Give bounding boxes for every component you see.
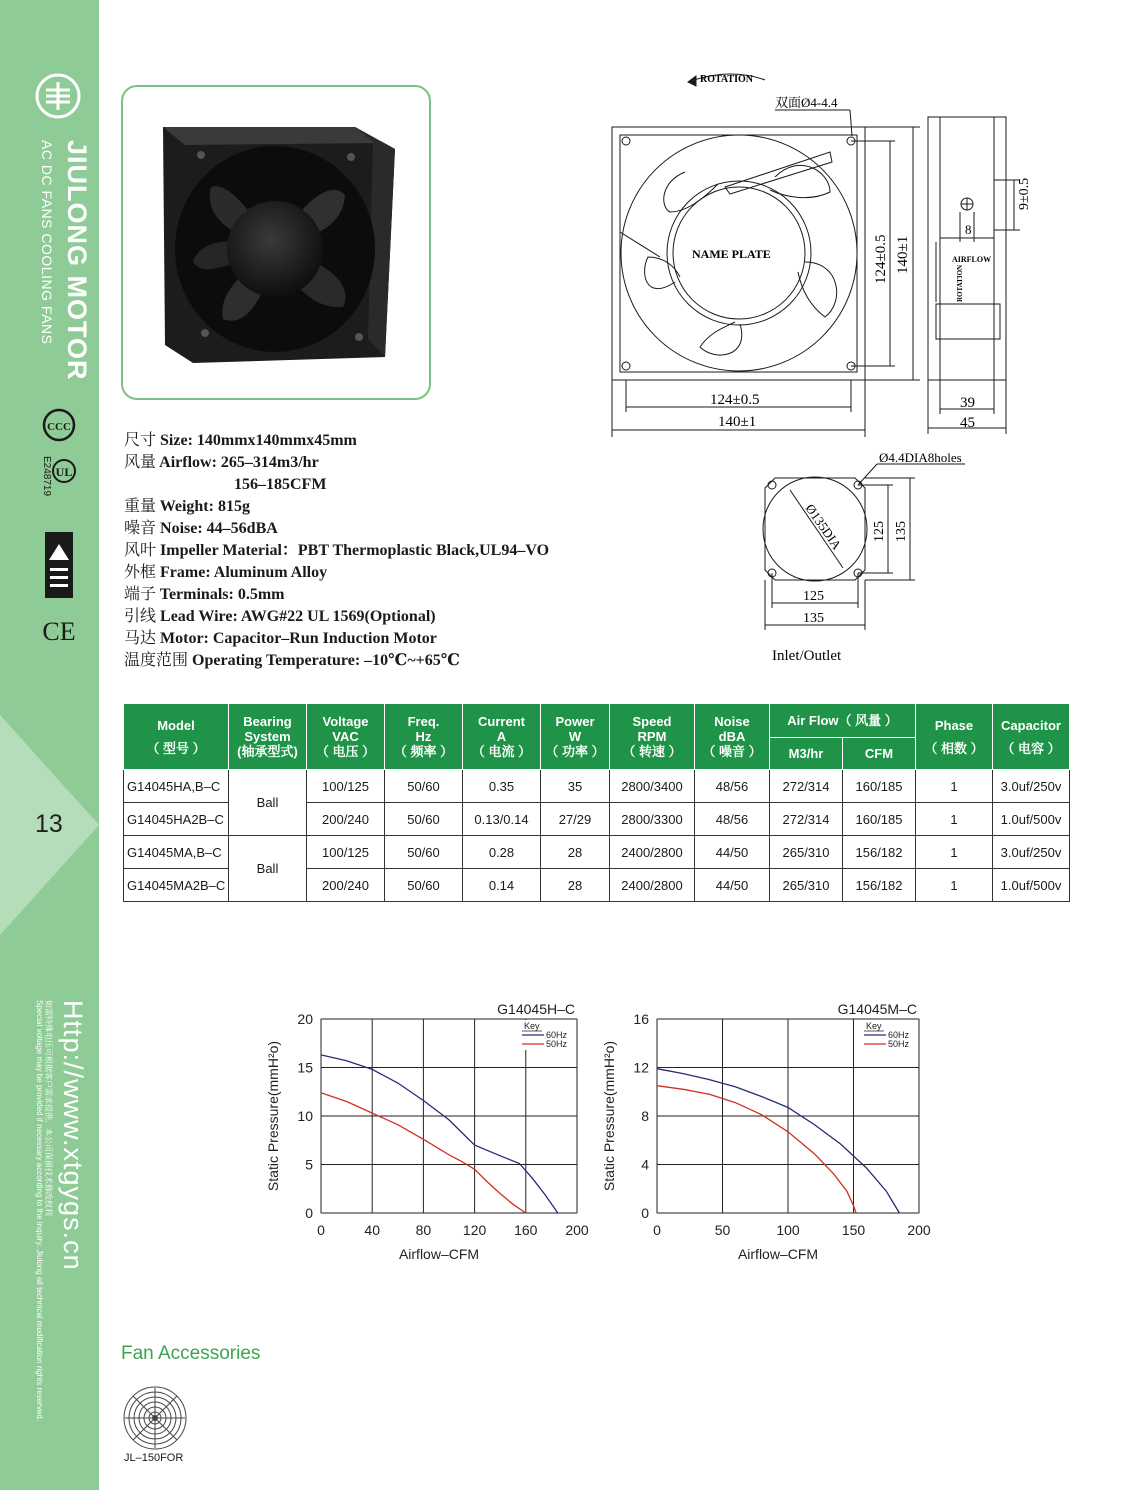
x-tick-label: 200 — [907, 1222, 931, 1238]
cell-noise: 44/50 — [695, 836, 770, 869]
cell-capacitor: 3.0uf/250v — [993, 836, 1070, 869]
fan-guard-icon[interactable] — [122, 1385, 188, 1451]
model-spec-table — [123, 703, 1070, 902]
dim-140-vertical: 140±1 — [895, 235, 911, 274]
header-model: Model （ 型号 ） — [124, 704, 229, 770]
cell-phase: 1 — [916, 869, 993, 902]
spec-label-cn: 风叶 — [124, 542, 157, 559]
cell-noise: 44/50 — [695, 869, 770, 902]
spec-label-cn: 温度范围 — [124, 652, 189, 669]
cell-power: 35 — [541, 770, 610, 803]
cell-model: G14045MA2B–C — [124, 869, 229, 902]
y-tick-label: 20 — [297, 1011, 313, 1027]
header-freq: Freq. Hz （ 频率 ） — [385, 704, 463, 770]
rotation-small-label: ROTATION — [956, 264, 964, 302]
dim-9-vertical: 9±0.5 — [1017, 177, 1032, 210]
cell-speed: 2400/2800 — [610, 836, 695, 869]
cell-current: 0.14 — [463, 869, 541, 902]
spec-value: Noise: 44–56dBA — [160, 520, 278, 537]
cell-power: 28 — [541, 836, 610, 869]
x-tick-label: 200 — [565, 1222, 589, 1238]
header-power: Power W （ 功率 ） — [541, 704, 610, 770]
header-phase: Phase （ 相数 ） — [916, 704, 993, 770]
spec-row — [124, 518, 549, 540]
dim-124-vertical: 124±0.5 — [873, 234, 889, 284]
table-row — [124, 770, 1070, 803]
chart-title: G14045M–C — [837, 1001, 917, 1017]
y-tick-label: 12 — [633, 1059, 649, 1076]
cell-cfm: 160/185 — [843, 770, 916, 803]
cell-speed: 2800/3300 — [610, 803, 695, 836]
spec-row — [124, 650, 549, 672]
y-tick-label: 0 — [641, 1205, 649, 1221]
x-axis-label: Airflow–CFM — [398, 1246, 480, 1262]
tuv-cert-icon — [42, 530, 76, 600]
cell-cfm: 156/182 — [843, 869, 916, 902]
ul-cert-code: E248719 — [41, 456, 52, 497]
website-url[interactable]: Http://www.xtgygs.cn — [58, 1000, 88, 1271]
cell-current: 0.28 — [463, 836, 541, 869]
spec-value: 156–185CFM — [234, 476, 327, 493]
inlet-holes-label: Ø4.4DIA8holes — [879, 450, 962, 465]
cell-speed: 2800/3400 — [610, 770, 695, 803]
y-tick-label: 0 — [305, 1205, 313, 1221]
cell-current: 0.35 — [463, 770, 541, 803]
cell-phase: 1 — [916, 770, 993, 803]
y-tick-label: 15 — [297, 1059, 313, 1076]
spec-value: Weight: 815g — [159, 498, 250, 515]
svg-text:UL: UL — [55, 465, 73, 479]
inlet-outlet-caption: Inlet/Outlet — [772, 648, 842, 664]
cell-freq: 50/60 — [385, 770, 463, 803]
series-line-60hz — [657, 1069, 899, 1213]
svg-text:CCC: CCC — [47, 421, 71, 433]
legend-key: Key — [524, 1021, 540, 1031]
inlet-outlet-drawing — [745, 450, 985, 670]
cell-model: G14045MA,B–C — [124, 836, 229, 869]
cell-power: 28 — [541, 869, 610, 902]
cell-capacitor: 3.0uf/250v — [993, 770, 1070, 803]
cell-phase: 1 — [916, 803, 993, 836]
inlet-135-vertical: 135 — [894, 521, 909, 542]
spec-row — [124, 430, 549, 452]
dim-39-label: 39 — [960, 395, 975, 411]
cell-capacitor: 1.0uf/500v — [993, 869, 1070, 902]
y-tick-label: 5 — [305, 1156, 313, 1173]
x-axis-label: Airflow–CFM — [737, 1246, 819, 1262]
header-bearing: Bearing System (轴承型式) — [229, 704, 307, 770]
spec-row — [124, 584, 549, 606]
spec-row — [124, 452, 549, 474]
mounting-holes-label: 双面Ø4-4.4 — [775, 95, 838, 110]
series-line-50hz — [657, 1086, 856, 1213]
cell-noise: 48/56 — [695, 770, 770, 803]
jiulong-logo-icon — [34, 72, 82, 120]
cell-m3hr: 265/310 — [770, 836, 843, 869]
x-tick-label: 160 — [514, 1222, 538, 1238]
chart-g14045h — [255, 995, 605, 1275]
airflow-label: AIRFLOW — [952, 255, 992, 264]
fan-photo-image — [123, 87, 429, 398]
header-voltage: Voltage VAC （ 电压 ） — [307, 704, 385, 770]
cell-m3hr: 265/310 — [770, 869, 843, 902]
cell-m3hr: 272/314 — [770, 803, 843, 836]
legend-key: Key — [866, 1021, 882, 1031]
spec-label-cn: 端子 — [124, 586, 157, 603]
cell-cfm: 156/182 — [843, 836, 916, 869]
x-tick-label: 50 — [714, 1222, 731, 1238]
spec-value: Terminals: 0.5mm — [159, 586, 285, 603]
spec-label-cn: 重量 — [124, 498, 157, 515]
cell-speed: 2400/2800 — [610, 869, 695, 902]
y-tick-label: 8 — [641, 1108, 649, 1124]
ce-mark-icon — [42, 610, 76, 650]
cell-freq: 50/60 — [385, 803, 463, 836]
ccc-cert-icon — [42, 408, 76, 442]
x-tick-label: 80 — [415, 1222, 432, 1238]
cell-voltage: 100/125 — [307, 770, 385, 803]
spec-value: Size: 140mmx140mmx45mm — [160, 432, 357, 449]
header-airflow: Air Flow（ 风量 ） — [770, 704, 916, 738]
spec-value: Impeller Material：PBT Thermoplastic Black,UL94–VO — [160, 542, 550, 559]
spec-value: Operating Temperature: –10℃~+65℃ — [192, 652, 460, 669]
legend-label: 60Hz — [888, 1030, 910, 1040]
cell-phase: 1 — [916, 836, 993, 869]
brand-name: JIULONG MOTOR — [62, 140, 92, 381]
legend-label: 50Hz — [546, 1039, 568, 1049]
spec-label-cn: 外框 — [124, 564, 157, 581]
cell-current: 0.13/0.14 — [463, 803, 541, 836]
cell-model: G14045HA,B–C — [124, 770, 229, 803]
cell-power: 27/29 — [541, 803, 610, 836]
spec-label-cn: 引线 — [124, 608, 157, 625]
cell-bearing: Ball — [229, 836, 307, 902]
spec-row — [124, 496, 549, 518]
series-line-60hz — [321, 1055, 558, 1213]
header-cfm: CFM — [843, 738, 916, 770]
cell-bearing: Ball — [229, 770, 307, 836]
dim-45-label: 45 — [960, 415, 975, 431]
notice-english: Special voltage may be provided if necessary according to the inquiry. Jiulong all technical modification rights reserved. — [35, 1000, 44, 1421]
y-tick-label: 10 — [297, 1108, 313, 1124]
header-speed: Speed RPM （ 转速 ） — [610, 704, 695, 770]
spec-row — [124, 562, 549, 584]
dim-8-label: 8 — [965, 222, 972, 237]
accessory-label: JL–150FOR — [124, 1452, 184, 1464]
header-noise: Noise dBA （ 噪音 ） — [695, 704, 770, 770]
sidebar — [0, 0, 99, 1490]
y-tick-label: 4 — [641, 1156, 649, 1173]
chart-g14045m-svg — [595, 995, 945, 1270]
dim-140-bottom: 140±1 — [718, 414, 757, 430]
x-tick-label: 0 — [653, 1222, 661, 1238]
x-tick-label: 40 — [364, 1222, 380, 1238]
cell-capacitor: 1.0uf/500v — [993, 803, 1070, 836]
spec-list — [124, 430, 549, 672]
spec-label-cn: 尺寸 — [124, 432, 157, 449]
spec-row — [124, 628, 549, 650]
x-tick-label: 0 — [317, 1222, 325, 1238]
y-axis-label: Static Pressure(mmH²o) — [265, 1040, 281, 1192]
inlet-135-horizontal: 135 — [803, 611, 824, 626]
chart-title: G14045H–C — [497, 1001, 575, 1017]
legend-label: 60Hz — [546, 1030, 568, 1040]
cell-voltage: 100/125 — [307, 836, 385, 869]
cell-voltage: 200/240 — [307, 803, 385, 836]
front-side-dimension-drawing — [600, 62, 1030, 442]
spec-label-cn: 噪音 — [124, 520, 157, 537]
accessories-title: Fan Accessories — [121, 1343, 261, 1364]
chart-g14045m — [595, 995, 945, 1275]
cell-noise: 48/56 — [695, 803, 770, 836]
spec-row — [124, 540, 549, 562]
name-plate-label: NAME PLATE — [692, 247, 771, 261]
rotation-label: ROTATION — [700, 74, 753, 85]
spec-value: Motor: Capacitor–Run Induction Motor — [160, 630, 437, 647]
chart-g14045h-svg — [255, 995, 605, 1270]
header-m3hr: M3/hr — [770, 738, 843, 770]
spec-value: Lead Wire: AWG#22 UL 1569(Optional) — [160, 608, 436, 625]
svg-text:CE: CE — [42, 617, 76, 646]
cell-model: G14045HA2B–C — [124, 803, 229, 836]
spec-row — [124, 474, 549, 496]
spec-label-cn: 风量 — [124, 454, 157, 471]
brand-tagline: AC DC FANS COOLING FANS — [39, 140, 55, 345]
header-current: Current A （ 电流 ） — [463, 704, 541, 770]
spec-value: Airflow: 265–314m3/hr — [159, 454, 319, 471]
spec-value: Frame: Aluminum Alloy — [160, 564, 328, 581]
inlet-125-horizontal: 125 — [803, 589, 824, 604]
header-capacitor: Capacitor （ 电容 ） — [993, 704, 1070, 770]
x-tick-label: 150 — [841, 1222, 866, 1238]
cell-m3hr: 272/314 — [770, 770, 843, 803]
dim-124-bottom: 124±0.5 — [710, 392, 760, 408]
y-axis-label: Static Pressure(mmH²o) — [601, 1040, 617, 1192]
x-tick-label: 120 — [462, 1222, 487, 1238]
page-number: 13 — [35, 810, 63, 838]
x-tick-label: 100 — [776, 1222, 800, 1238]
legend-label: 50Hz — [888, 1039, 910, 1049]
y-tick-label: 16 — [633, 1011, 649, 1027]
cell-freq: 50/60 — [385, 869, 463, 902]
cell-freq: 50/60 — [385, 836, 463, 869]
notice-chinese: 如需特殊电压可根据客户需求提供，本公司保留技术修改权利 — [44, 1000, 53, 1216]
cell-voltage: 200/240 — [307, 869, 385, 902]
inlet-diameter-label: Ø135DIA — [802, 501, 845, 553]
spec-row — [124, 606, 549, 628]
fan-photo-frame — [121, 85, 431, 400]
table-row — [124, 836, 1070, 869]
spec-label-cn: 马达 — [124, 630, 157, 647]
cell-cfm: 160/185 — [843, 803, 916, 836]
inlet-125-vertical: 125 — [872, 521, 887, 542]
